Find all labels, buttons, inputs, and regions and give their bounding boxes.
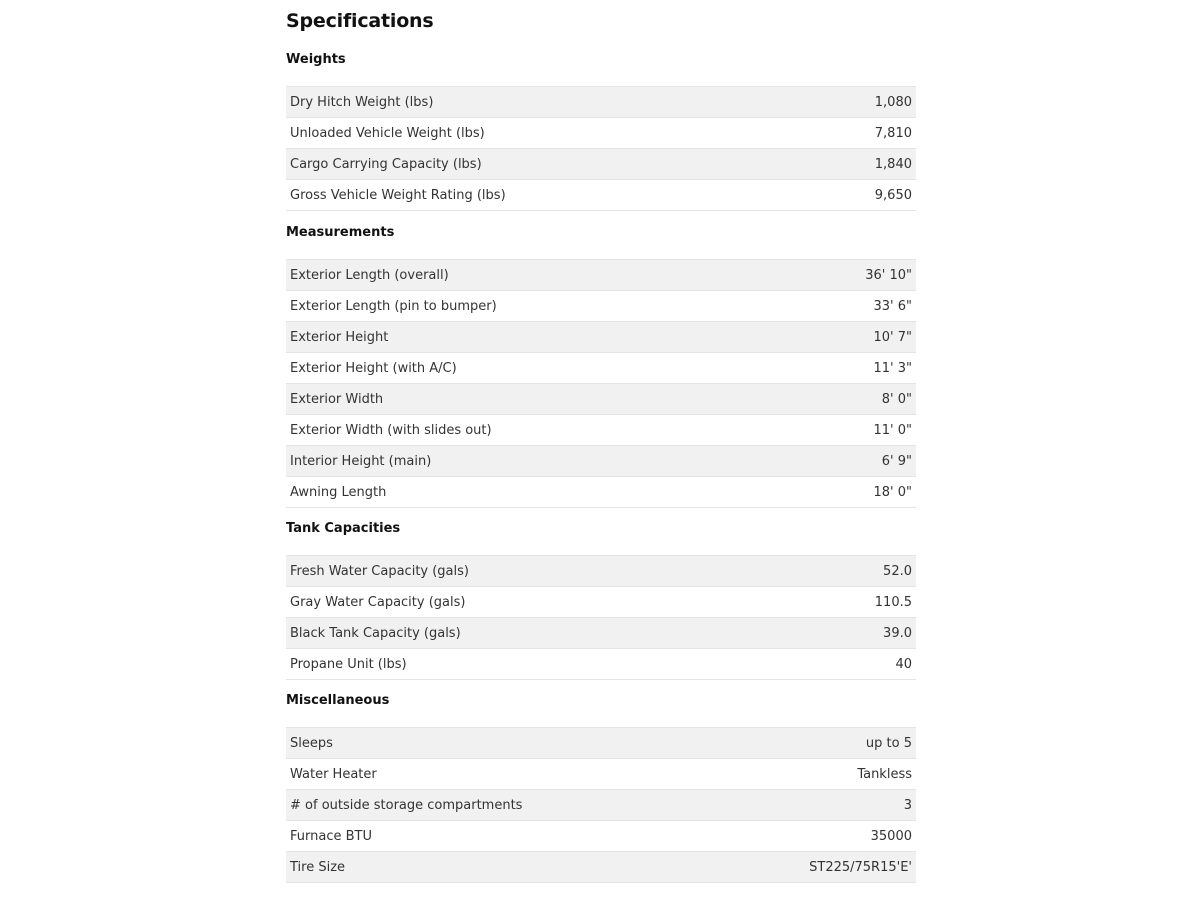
spec-table — [286, 259, 916, 508]
table-row — [286, 415, 916, 446]
table-row — [286, 322, 916, 353]
table-row — [286, 821, 916, 852]
spec-table — [286, 727, 916, 883]
table-row — [286, 384, 916, 415]
table-row — [286, 790, 916, 821]
spec-value: 7,810 — [874, 125, 912, 141]
table-row — [286, 87, 916, 118]
table-row — [286, 260, 916, 291]
section-heading: Tank Capacities — [286, 521, 401, 536]
spec-label: Sleeps — [290, 735, 333, 751]
spec-value: 9,650 — [874, 187, 912, 203]
spec-value: 35000 — [870, 828, 912, 844]
spec-label: Exterior Height (with A/C) — [290, 360, 457, 376]
table-row — [286, 118, 916, 149]
spec-label: Awning Length — [290, 484, 387, 500]
section-miscellaneous — [286, 691, 916, 883]
spec-value: ST225/75R15'E' — [809, 859, 912, 875]
spec-label: Water Heater — [290, 766, 377, 782]
section-measurements — [286, 223, 916, 508]
spec-label: Dry Hitch Weight (lbs) — [290, 94, 434, 110]
spec-value: 18' 0" — [873, 484, 912, 500]
table-row — [286, 477, 916, 508]
spec-label: Exterior Width — [290, 391, 384, 407]
spec-value: 36' 10" — [865, 267, 912, 283]
table-row — [286, 728, 916, 759]
table-row — [286, 649, 916, 680]
table-row — [286, 618, 916, 649]
spec-label: Exterior Length (pin to bumper) — [290, 298, 497, 314]
spec-value: 39.0 — [883, 625, 912, 641]
spec-label: Interior Height (main) — [290, 453, 432, 469]
spec-value: 10' 7" — [873, 329, 912, 345]
spec-table — [286, 555, 916, 680]
table-row — [286, 353, 916, 384]
spec-label: Unloaded Vehicle Weight (lbs) — [290, 125, 485, 141]
spec-value: 6' 9" — [881, 453, 912, 469]
spec-label: # of outside storage compartments — [290, 797, 523, 813]
page-title: Specifications — [286, 10, 434, 32]
table-row — [286, 759, 916, 790]
section-heading: Measurements — [286, 225, 395, 240]
spec-table — [286, 86, 916, 211]
spec-label: Gray Water Capacity (gals) — [290, 594, 466, 610]
spec-value: 52.0 — [883, 563, 912, 579]
spec-label: Exterior Length (overall) — [290, 267, 449, 283]
spec-value: 1,080 — [874, 94, 912, 110]
spec-value: 11' 3" — [873, 360, 912, 376]
section-heading: Weights — [286, 52, 346, 67]
spec-label: Furnace BTU — [290, 828, 372, 844]
spec-value: 3 — [903, 797, 912, 813]
section-heading: Miscellaneous — [286, 693, 390, 708]
table-row — [286, 291, 916, 322]
section-weights — [286, 50, 916, 211]
spec-value: 1,840 — [874, 156, 912, 172]
spec-label: Propane Unit (lbs) — [290, 656, 407, 672]
spec-value: 8' 0" — [881, 391, 912, 407]
spec-label: Black Tank Capacity (gals) — [290, 625, 461, 641]
spec-value: up to 5 — [865, 735, 912, 751]
table-row — [286, 852, 916, 883]
spec-value: Tankless — [857, 766, 912, 782]
spec-label: Fresh Water Capacity (gals) — [290, 563, 469, 579]
spec-value: 40 — [895, 656, 912, 672]
table-row — [286, 556, 916, 587]
table-row — [286, 180, 916, 211]
spec-label: Exterior Width (with slides out) — [290, 422, 492, 438]
table-row — [286, 149, 916, 180]
spec-label: Tire Size — [290, 859, 346, 875]
spec-label: Cargo Carrying Capacity (lbs) — [290, 156, 482, 172]
spec-value: 110.5 — [874, 594, 912, 610]
spec-label: Gross Vehicle Weight Rating (lbs) — [290, 187, 506, 203]
table-row — [286, 446, 916, 477]
spec-value: 33' 6" — [873, 298, 912, 314]
spec-value: 11' 0" — [873, 422, 912, 438]
section-tank-capacities — [286, 519, 916, 680]
table-row — [286, 587, 916, 618]
spec-label: Exterior Height — [290, 329, 389, 345]
